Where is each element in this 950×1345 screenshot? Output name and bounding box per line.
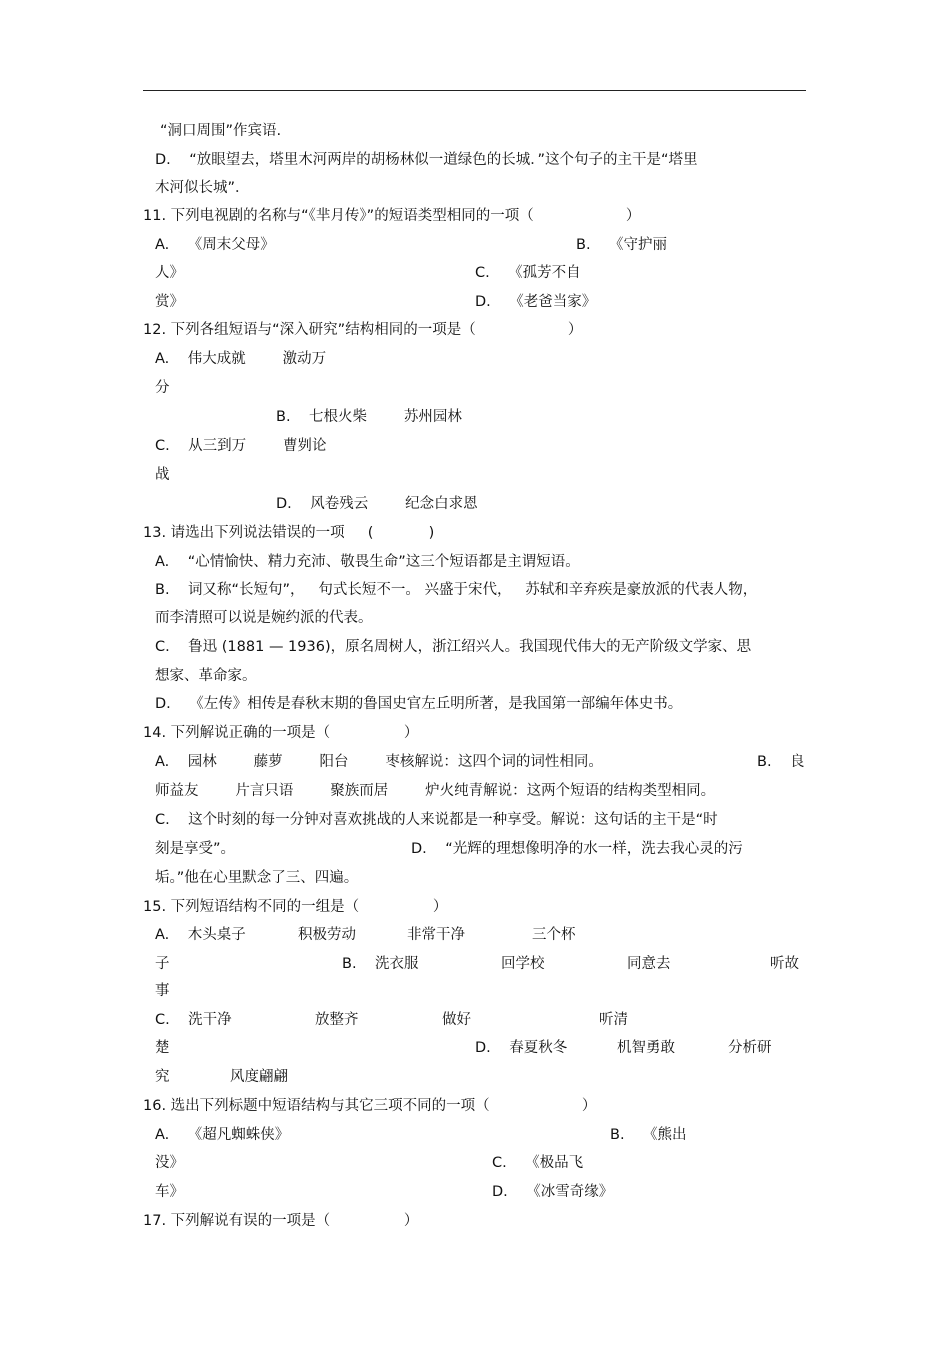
text-line: C. 洗干净 <box>155 1012 232 1028</box>
text-line: B. 良 <box>757 754 805 770</box>
text-line: 没》 <box>155 1155 184 1171</box>
text-line: A. 伟大成就 激动万 <box>155 351 327 367</box>
text-line: A. 木头桌子 <box>155 927 246 943</box>
text-line: B. 《熊出 <box>610 1127 687 1143</box>
text-line: 放整齐 <box>315 1012 359 1028</box>
text-line: 回学校 <box>501 956 545 972</box>
text-line: C. 从三到万 曹刿论 <box>155 438 327 454</box>
text-line: “洞口周围”作宾语. <box>160 123 282 139</box>
text-line: 战 <box>155 467 170 483</box>
text-line: 究 <box>155 1069 170 1085</box>
text-line: B. 洗衣服 <box>342 956 419 972</box>
text-line: D. “放眼望去，塔里木河两岸的胡杨林似一道绿色的长城．”这个句子的主干是“塔里 <box>155 152 698 168</box>
text-line: 17. 下列解说有误的一项是（ ） <box>143 1213 419 1229</box>
text-line: D. “光辉的理想像明净的水一样，洗去我心灵的污 <box>411 841 743 857</box>
text-line: 同意去 <box>627 956 671 972</box>
text-line: D. 《左传》相传是春秋末期的鲁国史官左丘明所著，是我国第一部编年体史书。 <box>155 696 683 712</box>
text-line: 听清 <box>599 1012 628 1028</box>
text-line: 积极劳动 <box>298 927 356 943</box>
text-line: 非常干净 <box>407 927 465 943</box>
text-line: 人》 <box>155 265 184 281</box>
text-line: A. 《超凡蜘蛛侠》 <box>155 1127 290 1143</box>
text-line: A. 园林 藤萝 阳台 枣核解说：这四个词的词性相同。 <box>155 754 603 770</box>
text-line: 风度翩翩 <box>230 1069 288 1085</box>
text-line: C. 这个时刻的每一分钟对喜欢挑战的人来说都是一种享受。解说：这句话的主干是“时 <box>155 812 718 828</box>
text-line: 三个杯 <box>532 927 576 943</box>
text-line: D. 风卷残云 纪念白求恩 <box>276 496 478 512</box>
text-line: 分析研 <box>728 1040 772 1056</box>
text-line: C. 《孤芳不自 <box>475 265 581 281</box>
text-line: 事 <box>155 983 170 999</box>
text-line: 垢。”他在心里默念了三、四遍。 <box>155 870 359 886</box>
text-line: 车》 <box>155 1184 184 1200</box>
text-line: 12. 下列各组短语与“深入研究”结构相同的一项是（ ） <box>143 322 583 338</box>
text-line: A. 《周末父母》 <box>155 237 275 253</box>
text-line: 而李清照可以说是婉约派的代表。 <box>155 610 373 626</box>
text-line: D. 《冰雪奇缘》 <box>492 1184 614 1200</box>
text-line: 木河似长城”． <box>155 180 250 196</box>
text-line: 14. 下列解说正确的一项是（ ） <box>143 725 419 741</box>
text-line: 楚 <box>155 1040 170 1056</box>
text-line: D. 《老爸当家》 <box>475 294 597 310</box>
text-line: 听故 <box>770 956 799 972</box>
text-line: 做好 <box>442 1012 471 1028</box>
text-line: 想家、革命家。 <box>155 668 257 684</box>
text-line: 机智勇敢 <box>617 1040 675 1056</box>
text-line: 刻是享受”。 <box>155 841 236 857</box>
text-line: C. 鲁迅 (1881 — 1936)，原名周树人，浙江绍兴人。我国现代伟大的无产阶级文学家、思 <box>155 639 752 655</box>
text-line: B. 《守护丽 <box>576 237 667 253</box>
text-line: B. 词又称“长短句”， 句式长短不一。 兴盛于宋代， 苏轼和辛弃疾是豪放派的代表人物， <box>155 582 758 598</box>
text-line: 赏》 <box>155 294 184 310</box>
text-line: 15. 下列短语结构不同的一组是（ ） <box>143 899 448 915</box>
text-line: D. 春夏秋冬 <box>475 1040 568 1056</box>
text-line: 师益友 片言只语 聚族而居 炉火纯青解说：这两个短语的结构类型相同。 <box>155 783 716 799</box>
text-line: 子 <box>155 956 170 972</box>
text-line: 11. 下列电视剧的名称与“《芈月传》”的短语类型相同的一项（ ） <box>143 208 641 224</box>
header-rule <box>143 90 806 91</box>
text-line: 13. 请选出下列说法错误的一项 ( ) <box>143 525 435 541</box>
text-line: 分 <box>155 380 170 396</box>
text-line: A. “心情愉快、精力充沛、敬畏生命”这三个短语都是主谓短语。 <box>155 554 580 570</box>
text-line: 16. 选出下列标题中短语结构与其它三项不同的一项（ ） <box>143 1098 597 1114</box>
text-line: C. 《极品飞 <box>492 1155 584 1171</box>
text-line: B. 七根火柴 苏州园林 <box>276 409 462 425</box>
